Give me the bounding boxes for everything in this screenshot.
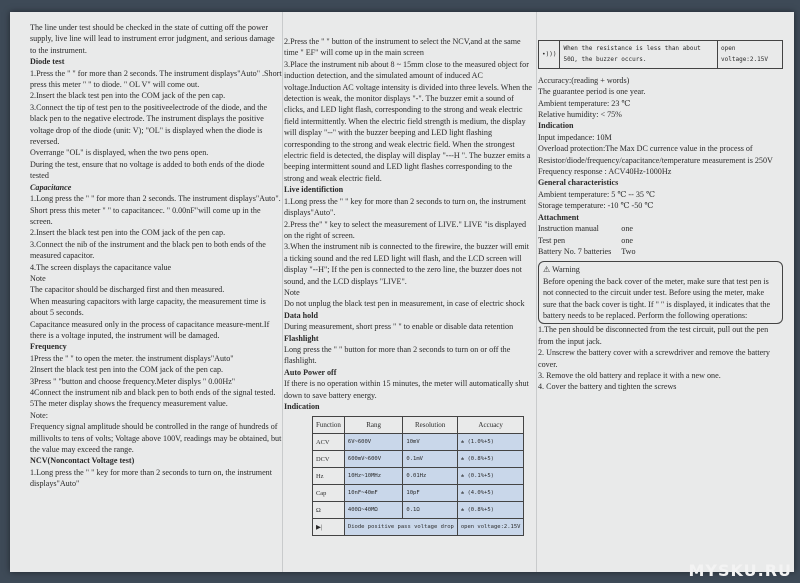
accuracy-text: Accuracy:(reading + words) xyxy=(538,75,630,85)
cap-note: Capacitance measured only in the process of capacitance measure-ment.If there is a voltage inputed, the instrument will be damaged. xyxy=(30,319,270,340)
table-cell: one xyxy=(621,224,633,234)
sound-wave-icon: •))) xyxy=(539,41,560,69)
table-row xyxy=(539,41,783,69)
ncv-heading: NCV(Noncontact Voltage test) xyxy=(30,456,135,466)
data-hold-text: During measurement, short press " " to enable or disable data retention xyxy=(284,322,514,332)
table-cell: ± (4.0%+5) xyxy=(457,485,524,502)
freq-note-label: Note: xyxy=(30,410,48,420)
column-2 xyxy=(284,36,534,536)
spec-line: Frequency response : ACV40Hz-1000Hz xyxy=(538,167,672,177)
diode-step: 1.Press the " " for more than 2 seconds. The instrument displays"Auto" .Short press this meter " " to diode. " OL V" will come out. xyxy=(30,68,282,90)
watermark: MYSKU.RU xyxy=(688,561,792,580)
data-hold-heading: Data hold xyxy=(284,310,318,320)
ncv-step: 2.Press the " " button of the instrument to select the NCV,and at the same time " EF" will come up in the main screen xyxy=(284,37,521,58)
fold-line xyxy=(536,12,537,572)
spec-table xyxy=(312,416,524,536)
table-cell: 10mV xyxy=(403,434,457,451)
cap-step: 4.The screen displays the capacitance value xyxy=(30,262,172,272)
indication-heading: Indication xyxy=(284,402,320,411)
live-step: 3.When the instrument nib is connected to the firewire, the buzzer will emit a ticking sound and the red LED light will flash, and the LCD screen will display "--H"; If the pen is connected to the zero line, the buzzer does not sound, and the LCD displays "LIVE". xyxy=(284,242,529,286)
frequency-heading: Frequency xyxy=(30,342,67,352)
table-cell: ± (0.8%+5) xyxy=(457,502,524,519)
table-cell: ACV xyxy=(313,434,345,451)
table-header: Rang xyxy=(344,417,403,434)
fold-line xyxy=(282,12,283,572)
diode-note: During the test, ensure that no voltage is added to both ends of the diode tested xyxy=(30,159,265,181)
table-row xyxy=(538,223,646,234)
table-cell: 0.01Hz xyxy=(403,468,457,485)
table-cell: 10nF~40mF xyxy=(344,485,403,502)
table-cell: one xyxy=(621,235,633,245)
table-header: Resolution xyxy=(403,417,457,434)
table-cell: Instruction manual xyxy=(538,224,599,234)
ncv-step: 1.Long press the " " key for more than 2 seconds to turn on, the instrument displays"Auto" xyxy=(30,467,272,489)
table-cell: 0.1mV xyxy=(403,451,457,468)
freq-step: 3Press " "button and choose frequency.Meter displys " 0.00Hz" xyxy=(30,376,236,386)
table-cell: Hz xyxy=(313,468,345,485)
warning-box xyxy=(538,261,783,324)
diode-heading: Diode test xyxy=(30,57,65,67)
spec-line: Ambient temperature: 23 ℃ xyxy=(538,98,631,108)
capacitance-heading: Capacitance xyxy=(30,182,72,192)
intro-text: The line under test should be checked in the state of cutting off the power supply, live line will lead to instrument error judgment, and serious damage to the instrument. xyxy=(30,23,275,55)
diode-note: Overrange "OL" is displayed, when the two pens open. xyxy=(30,148,209,158)
buzzer-table xyxy=(538,40,783,69)
warning-text: Before opening the back cover of the meter, make sure that test pen is not connected to the circuit under test. Before using the meter, make sure that the back cover is tight. If " " is displayed, it indicates that the battery needs to be replaced. Perform the following operations: xyxy=(543,276,771,320)
freq-step: 2Insert the black test pen into the COM jack of the pen cap. xyxy=(30,365,224,375)
warning-icon: ⚠ xyxy=(543,265,551,275)
diode-symbol-icon: ▶| xyxy=(313,519,345,536)
freq-step: 1Press the " " to open the meter. the instrument displays"Auto" xyxy=(30,353,234,363)
table-row xyxy=(313,502,524,519)
table-cell: ± (0.1%+5) xyxy=(457,468,524,485)
spec-line: The guarantee period is one year. xyxy=(538,87,646,97)
general-heading: General characteristics xyxy=(538,178,619,188)
table-cell: ± (0.8%+5) xyxy=(457,451,524,468)
spec-line: Relative humidity: < 75% xyxy=(538,110,622,120)
column-1 xyxy=(30,22,282,490)
diode-step: 3.Connect the tip of test pen to the positiveelectrode of the diode, and the black pen to the negative electrode. The instrument displays the positive voltage drop of the diode (unit: V); "OL" is displayed when the diode is reversed. xyxy=(30,102,268,147)
cap-step: 3.Connect the nib of the instrument and the black pen to both ends of the measured capacitor. xyxy=(30,239,266,261)
table-row xyxy=(313,451,524,468)
cap-step: 1.Long press the " " for more than 2 seconds. The instrument displays"Auto". Short press this meter " " to capacitancec. " 0.00nF"will come up in the screen. xyxy=(30,194,281,226)
cap-note: When measuring capacitors with large capacity, the measurement time is about 5 seconds. xyxy=(30,296,266,318)
table-cell: Battery No. 7 batteries xyxy=(538,246,612,256)
table-cell: Cap xyxy=(313,485,345,502)
flashlight-heading: Flashlight xyxy=(284,333,319,343)
table-cell: ± (1.0%+5) xyxy=(457,434,524,451)
table-cell: Ω xyxy=(313,502,345,519)
spec-line: Storage temperature: -10 ℃ -50 ℃ xyxy=(538,201,654,211)
warning-step: 2. Unscrew the battery cover with a screwdriver and remove the battery cover. xyxy=(538,348,770,369)
attachment-table xyxy=(538,223,646,257)
live-note-label: Note xyxy=(284,287,300,297)
table-row xyxy=(538,246,646,257)
cap-step: 2.Insert the black test pen into the COM jack of the pen cap. xyxy=(30,228,226,238)
table-cell: 400Ω~40MΩ xyxy=(344,502,403,519)
table-header: Function xyxy=(313,417,345,434)
auto-power-off-heading: Auto Power off xyxy=(284,367,337,377)
cap-note: The capacitor should be discharged first and then measured. xyxy=(30,285,225,295)
table-row xyxy=(538,235,646,246)
spec-line: Ambient temperature: 5 ℃ -- 35 ℃ xyxy=(538,189,655,199)
table-cell: 10Hz~10MHz xyxy=(344,468,403,485)
table-cell: When the resistance is less than about 50Ω, the buzzer occurs. xyxy=(560,41,718,69)
freq-note: Frequency signal amplitude should be controlled in the range of hundreds of millivolts to tens of volts; Voltage above 100V, readings may be obtained, but the value may exceed the range. xyxy=(30,422,282,455)
table-cell: DCV xyxy=(313,451,345,468)
table-cell: 10pF xyxy=(403,485,457,502)
table-header-row xyxy=(313,417,524,434)
warning-step: 4. Cover the battery and tighten the screws xyxy=(538,382,677,392)
freq-step: 5The meter display shows the frequency measurement value. xyxy=(30,399,228,409)
warning-step: 3. Remove the old battery and replace it with a new one. xyxy=(538,370,721,380)
freq-step: 4Connect the instrument nib and black pen to both ends of the signal tested. xyxy=(30,388,276,397)
spec-line: Input impedance: 10M xyxy=(538,132,612,142)
table-cell: open voltage:2.15V xyxy=(457,519,524,536)
live-heading: Live identifiction xyxy=(284,185,344,195)
live-step: 1.Long press the " " key for more than 2 seconds to turn on, the instrument displays"Auto". xyxy=(284,196,526,218)
table-row xyxy=(313,434,524,451)
live-step: 2.Press the" " key to select the measurement of LIVE." LIVE "is displayed on the right of screen. xyxy=(284,219,527,240)
warning-step: 1.The pen should be disconnected from the test circuit, pull out the pen from the input jack. xyxy=(538,325,769,346)
table-cell: 600mV~600V xyxy=(344,451,403,468)
table-cell: Two xyxy=(621,246,636,256)
table-cell: Diode positive pass voltage drop xyxy=(344,519,457,536)
table-row xyxy=(313,468,524,485)
indication-heading: Indication xyxy=(538,121,574,131)
flashlight-text: Long press the " " button for more than 2 seconds to turn on or off the flashlight. xyxy=(284,344,511,366)
warning-heading: Warning xyxy=(552,265,580,275)
spec-line: Overload protection:The Max DC currence value in the process of Resistor/diode/frequency/capacitance/temperature measurement is 250V xyxy=(538,144,773,165)
table-cell: 0.1Ω xyxy=(403,502,457,519)
cap-note-label: Note xyxy=(30,273,46,283)
auto-power-off-text: If there is no operation within 15 minutes, the meter will automatically shut down to save battery energy. xyxy=(284,379,529,400)
ncv-step: 3.Place the instrument nib about 8 ~ 15mm close to the measured object for induction detection, and the simulated amount of induced AC voltage.Induction AC voltage intensity is divided into three levels. When the detection is weak, the monitor displays "-". The buzzer emit a sound of clicks, and LED light flash, corresponding to the strong and weak electric field intermittently. When the electric field strength is medium, the display will display "--" with the buzzer beeping and LED light flashing corresponding to the strong and weak electric field. When the strongest electric field is detected, the display will display "---H ". The buzzer emits a beeping intermittent sound and LED light flashes corresponding to the strong and weak electric field. xyxy=(284,59,533,183)
instruction-sheet xyxy=(10,12,794,572)
live-note: Do not unplug the black test pen in measurement, in case of electric shock xyxy=(284,299,525,309)
attachment-heading: Attachment xyxy=(538,212,579,222)
column-3 xyxy=(538,40,783,393)
table-row xyxy=(313,519,524,536)
table-cell: 6V~600V xyxy=(344,434,403,451)
diode-step: 2.Insert the black test pen into the COM jack of the pen cap. xyxy=(30,91,226,101)
table-header: Accuacy xyxy=(457,417,524,434)
table-cell: Test pen xyxy=(538,235,566,245)
table-cell: open voltage:2.15V xyxy=(718,41,783,69)
table-row xyxy=(313,485,524,502)
